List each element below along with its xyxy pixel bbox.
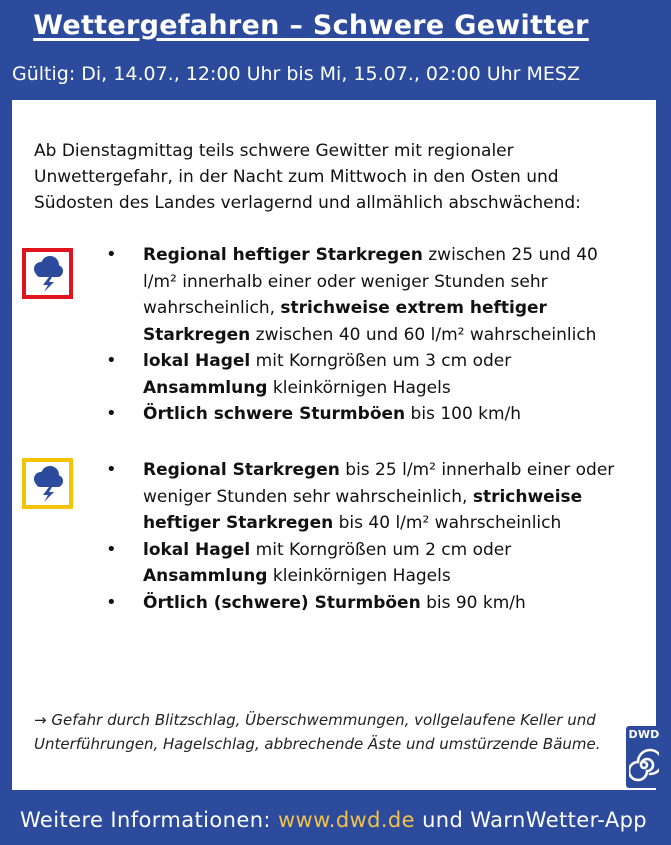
bold-text: Örtlich (schwere) Sturmböen	[143, 592, 421, 613]
bold-text: strichweise heftiger Starkregen	[143, 486, 583, 533]
bold-text: strichweise extrem heftiger Starkregen	[143, 298, 547, 345]
hazard-note: → Gefahr durch Blitzschlag, Überschwemmungen, vollgelaufene Keller und Unterführungen, Hagelschlag, abbrechende Äste und umstürzende Bäume.	[34, 711, 601, 753]
bold-text: Ansammlung	[143, 377, 268, 398]
red-warning-list	[88, 242, 628, 428]
list-item	[88, 401, 628, 428]
thunderstorm-icon	[22, 458, 73, 509]
bold-text: lokal Hagel	[143, 539, 251, 560]
text: zwischen 40 und 60 l/m² wahrscheinlich	[250, 324, 597, 345]
text: mit Korngrößen um 2 cm oder	[250, 539, 512, 560]
text: bis 25 l/m² innerhalb einer oder weniger Stunden sehr wahrscheinlich,	[143, 460, 615, 507]
intro-text: Ab Dienstagmittag teils schwere Gewitter mit regionaler Unwettergefahr, in der Nacht zum Mittwoch in den Osten und Südosten des Landes verlagernd und allmählich abschwächend:	[34, 141, 581, 213]
text: kleinkörnigen Hagels	[267, 566, 451, 586]
bold-text: Örtlich schwere Sturmböen	[143, 404, 406, 424]
thunderstorm-icon	[22, 248, 73, 299]
text: kleinkörnigen Hagels	[267, 377, 451, 398]
list-item	[88, 457, 628, 537]
footer-prefix: Weitere Informationen:	[20, 808, 271, 832]
yellow-warning-list	[88, 457, 628, 616]
text: bis 90 km/h	[420, 592, 526, 613]
footer	[20, 808, 647, 832]
text: bis 100 km/h	[405, 404, 522, 424]
text: mit Korngrößen um 3 cm oder	[250, 351, 512, 371]
list-item	[88, 242, 628, 348]
page-title: Wettergefahren – Schwere Gewitter	[33, 10, 589, 41]
list-item	[88, 537, 628, 590]
validity-period: Gültig: Di, 14.07., 12:00 Uhr bis Mi, 15.07., 02:00 Uhr MESZ	[12, 63, 580, 85]
bold-text: Regional heftiger Starkregen	[143, 245, 423, 265]
dwd-logo: DWD	[626, 726, 662, 788]
dwd-website-link[interactable]: www.dwd.de	[277, 808, 415, 832]
text: zwischen 25 und 40 l/m² innerhalb einer oder weniger Stunden sehr wahrscheinlich,	[143, 245, 598, 318]
footer-suffix: und WarnWetter-App	[422, 808, 648, 832]
bold-text: Ansammlung	[143, 566, 268, 586]
bold-text: lokal Hagel	[143, 351, 251, 371]
text: bis 40 l/m² wahrscheinlich	[333, 513, 562, 533]
bold-text: Regional Starkregen	[143, 460, 340, 480]
list-item	[88, 348, 628, 401]
list-item	[88, 590, 628, 617]
warning-panel	[12, 100, 660, 790]
